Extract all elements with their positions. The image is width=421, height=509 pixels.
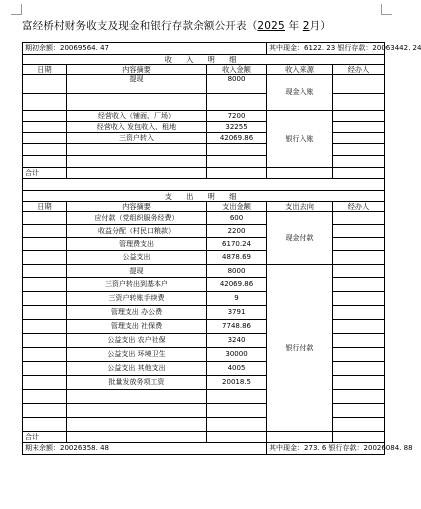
income-date [23,94,67,111]
crop-mark [381,4,392,15]
income-handler [333,144,385,156]
expense-summary: 三资户转账手续费 [67,292,207,306]
expense-summary: 公益支出 环境卫生 [67,348,207,362]
expense-amount: 3791 [207,306,267,320]
income-handler [333,133,385,144]
income-amount: 8000 [207,75,267,94]
table-row [23,265,385,278]
title-month-unit: 月） [309,20,332,32]
expense-column-headers [23,202,385,212]
expense-amount: 9 [207,292,267,306]
income-summary: 经营收入 发包收入、租地 [67,122,207,133]
col-header: 内容摘要 [67,202,207,212]
income-summary [67,144,207,156]
income-handler [333,122,385,133]
income-column-headers [23,65,385,75]
expense-destination: 银行付款 [267,265,333,432]
income-amount: 7200 [207,111,267,122]
table-row [23,212,385,225]
finance-table [22,42,421,455]
income-handler [333,94,385,111]
closing-balance: 期末余额：20026358. 48 [23,443,267,455]
income-summary: 三资户转入 [67,133,207,144]
income-summary: 经营收入（铺面、厂场） [67,111,207,122]
opening-balance: 期初余额：20069564. 47 [23,43,267,55]
table-row [23,111,385,122]
expense-summary: 三资户转出到基本户 [67,278,207,292]
closing-cash: 其中现金：273. 6 [269,444,327,452]
income-handler [333,75,385,94]
opening-balance-row [23,43,385,55]
col-header: 内容摘要 [67,65,207,75]
opening-cash-bank [267,43,421,55]
income-date [23,133,67,144]
income-summary: 提现 [67,75,207,94]
expense-summary: 收益分配（村民口粮款） [67,225,207,238]
title-prefix: 富经桥村财务收支及现金和银行存款余额公开表（ [22,20,258,32]
expense-amount: 30000 [207,348,267,362]
crop-mark [11,4,22,15]
expense-total-label: 合计 [23,432,67,443]
income-amount: 32255 [207,122,267,133]
income-amount [207,144,267,156]
expense-summary: 公益支出 其他支出 [67,362,207,376]
title-year: 2025 [257,20,285,32]
expense-amount: 600 [207,212,267,225]
income-summary [67,156,207,168]
income-section-header [23,55,385,65]
income-source: 现金入账 [267,75,333,111]
spacer-row [23,179,385,191]
expense-amount: 4878.69 [207,251,267,265]
expense-summary: 批量发放务项工资 [67,376,207,390]
expense-summary: 管理费支出 [67,238,207,251]
closing-balance-row [23,443,385,455]
expense-summary: 提现 [67,265,207,278]
income-date [23,75,67,94]
expense-summary: 公益支出 农户社保 [67,334,207,348]
income-amount: 42069.86 [207,133,267,144]
table-row [23,75,385,94]
page-title [22,18,382,33]
expense-total-row [23,432,385,443]
opening-bank: 银行存款：20063442. 24 [337,44,421,52]
col-header: 收入来源 [267,65,333,75]
income-handler [333,156,385,168]
income-date [23,111,67,122]
income-amount [207,94,267,111]
col-header: 收入金额 [207,65,267,75]
closing-cash-bank [267,443,413,455]
expense-destination: 现金付款 [267,212,333,265]
col-header: 经办人 [333,65,385,75]
expense-amount: 4005 [207,362,267,376]
col-header: 经办人 [333,202,385,212]
expense-amount: 8000 [207,265,267,278]
expense-section-header [23,191,385,202]
income-section-title: 收 入 明 细 [23,55,385,65]
expense-summary: 管理支出 办公费 [67,306,207,320]
income-summary [67,94,207,111]
col-header: 日期 [23,202,67,212]
title-month: 2 [302,20,310,32]
expense-summary: 公益支出 [67,251,207,265]
expense-amount: 3240 [207,334,267,348]
income-date [23,144,67,156]
expense-amount: 42069.86 [207,278,267,292]
expense-summary: 应付款（党组织服务经费） [67,212,207,225]
expense-amount: 7748.86 [207,320,267,334]
expense-summary: 管理支出 社保费 [67,320,207,334]
income-total-row [23,168,385,179]
opening-cash: 其中现金：6122. 23 [269,44,336,52]
income-handler [333,111,385,122]
closing-bank: 银行存款：20026084. 88 [328,444,413,452]
expense-amount: 2200 [207,225,267,238]
expense-amount: 6170.24 [207,238,267,251]
col-header: 支出去向 [267,202,333,212]
income-source: 银行入账 [267,111,333,168]
col-header: 支出金额 [207,202,267,212]
income-date [23,156,67,168]
expense-section-title: 支 出 明 细 [23,191,385,202]
title-year-unit: 年 [288,20,300,32]
income-total-label: 合计 [23,168,67,179]
income-amount [207,156,267,168]
col-header: 日期 [23,65,67,75]
income-date [23,122,67,133]
expense-amount: 20018.5 [207,376,267,390]
